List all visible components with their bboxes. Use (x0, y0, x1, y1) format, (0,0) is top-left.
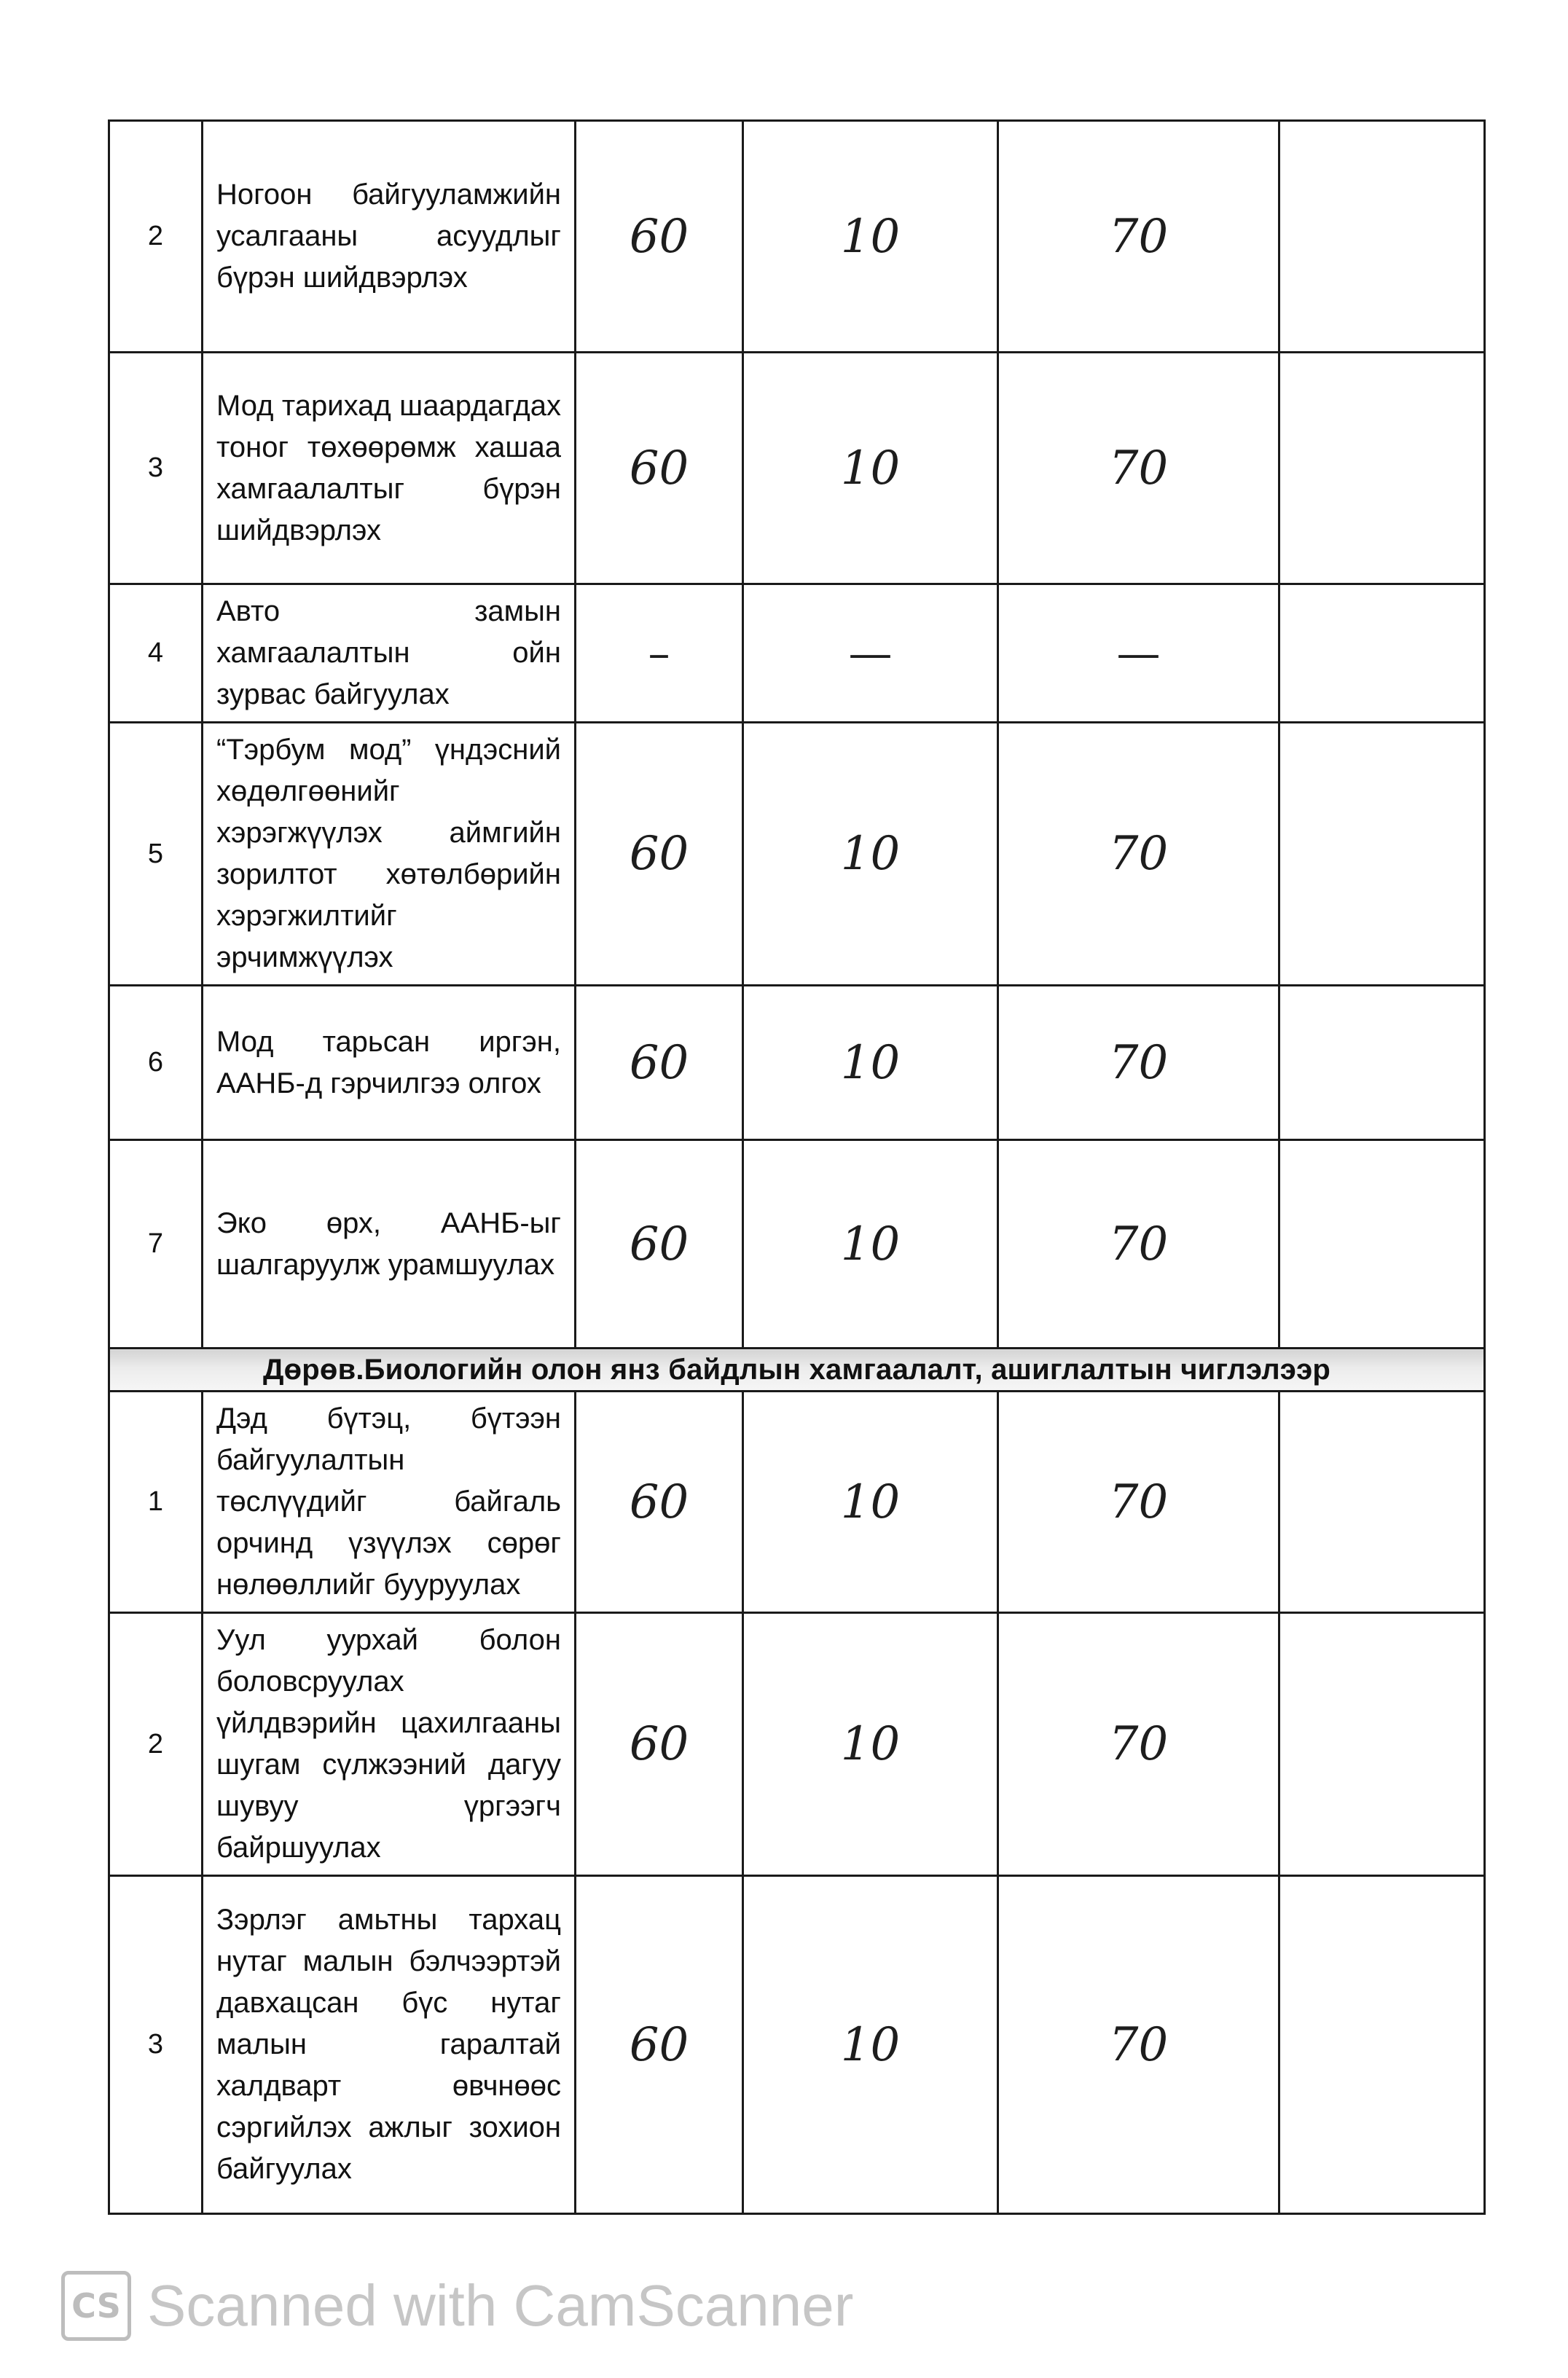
value-cell-3: 70 (998, 723, 1279, 986)
value-cell-3: — (998, 584, 1279, 723)
table-row (109, 723, 1485, 986)
table-row (109, 353, 1485, 584)
value-cell-1: 60 (576, 1613, 743, 1876)
value-cell-1: 60 (576, 353, 743, 584)
value-cell-2: 10 (743, 723, 998, 986)
empty-cell (1279, 1392, 1485, 1613)
empty-cell (1279, 121, 1485, 353)
value-cell-2: 10 (743, 1140, 998, 1349)
value-cell-3: 70 (998, 1392, 1279, 1613)
camscanner-logo-icon: CS (61, 2271, 131, 2341)
row-number: 6 (109, 986, 203, 1140)
row-description: Мод тарьсан иргэн, ААНБ-д гэрчилгээ олгох (203, 986, 576, 1140)
table-row (109, 584, 1485, 723)
value-cell-1: 60 (576, 723, 743, 986)
empty-cell (1279, 1876, 1485, 2214)
row-number: 1 (109, 1392, 203, 1613)
value-cell-2: 10 (743, 1392, 998, 1613)
empty-cell (1279, 986, 1485, 1140)
table-row (109, 986, 1485, 1140)
empty-cell (1279, 1140, 1485, 1349)
value-cell-1: – (576, 584, 743, 723)
table-row (109, 1392, 1485, 1613)
value-cell-2: 10 (743, 986, 998, 1140)
section-header-row (109, 1349, 1485, 1392)
value-cell-2: 10 (743, 1876, 998, 2214)
row-number: 2 (109, 121, 203, 353)
value-cell-1: 60 (576, 1392, 743, 1613)
row-number: 4 (109, 584, 203, 723)
value-cell-2: 10 (743, 121, 998, 353)
empty-cell (1279, 353, 1485, 584)
value-cell-3: 70 (998, 986, 1279, 1140)
row-description: Эко өрх, ААНБ-ыг шалгаруулж урамшуулах (203, 1140, 576, 1349)
value-cell-2: 10 (743, 1613, 998, 1876)
value-cell-2: — (743, 584, 998, 723)
value-cell-1: 60 (576, 1140, 743, 1349)
table-row (109, 1613, 1485, 1876)
value-cell-3: 70 (998, 353, 1279, 584)
row-description: Дэд бүтэц, бүтээн байгуулалтын төслүүдийг байгаль орчинд үзүүлэх сөрөг нөлөөллийг бууруулах (203, 1392, 576, 1613)
document-table-area (108, 119, 1483, 2185)
row-number: 5 (109, 723, 203, 986)
row-description: Мод тарихад шаардагдах тоног төхөөрөмж хашаа хамгаалалтыг бүрэн шийдвэрлэх (203, 353, 576, 584)
value-cell-3: 70 (998, 1140, 1279, 1349)
watermark-text: Scanned with CamScanner (147, 2273, 854, 2338)
table-row (109, 121, 1485, 353)
row-number: 3 (109, 1876, 203, 2214)
value-cell-1: 60 (576, 986, 743, 1140)
value-cell-3: 70 (998, 1613, 1279, 1876)
empty-cell (1279, 723, 1485, 986)
table-row (109, 1140, 1485, 1349)
camscanner-watermark (61, 2266, 853, 2346)
row-description: Авто замын хамгаалалтын ойн зурвас байгуулах (203, 584, 576, 723)
row-description: “Тэрбум мод” үндэсний хөдөлгөөнийг хэрэгжүүлэх аймгийн зорилтот хөтөлбөрийн хэрэгжилтийг эрчимжүүлэх (203, 723, 576, 986)
empty-cell (1279, 584, 1485, 723)
row-description: Зэрлэг амьтны тархац нутаг малын бэлчээртэй давхацсан бүс нутаг малын гаралтай халдварт өвчнөөс сэргийлэх ажлыг зохион байгуулах (203, 1876, 576, 2214)
value-cell-1: 60 (576, 1876, 743, 2214)
value-cell-2: 10 (743, 353, 998, 584)
table-row (109, 1876, 1485, 2214)
row-number: 2 (109, 1613, 203, 1876)
section-title: Дөрөв.Биологийн олон янз байдлын хамгаалалт, ашиглалтын чиглэлээр (109, 1349, 1485, 1392)
row-description: Ногоон байгууламжийн усалгааны асуудлыг бүрэн шийдвэрлэх (203, 121, 576, 353)
value-cell-3: 70 (998, 1876, 1279, 2214)
value-cell-1: 60 (576, 121, 743, 353)
plan-table (108, 119, 1486, 2215)
row-description: Уул уурхай болон боловсруулах үйлдвэрийн цахилгааны шугам сүлжээний дагуу шувуу үргээгч байршуулах (203, 1613, 576, 1876)
row-number: 7 (109, 1140, 203, 1349)
empty-cell (1279, 1613, 1485, 1876)
value-cell-3: 70 (998, 121, 1279, 353)
row-number: 3 (109, 353, 203, 584)
